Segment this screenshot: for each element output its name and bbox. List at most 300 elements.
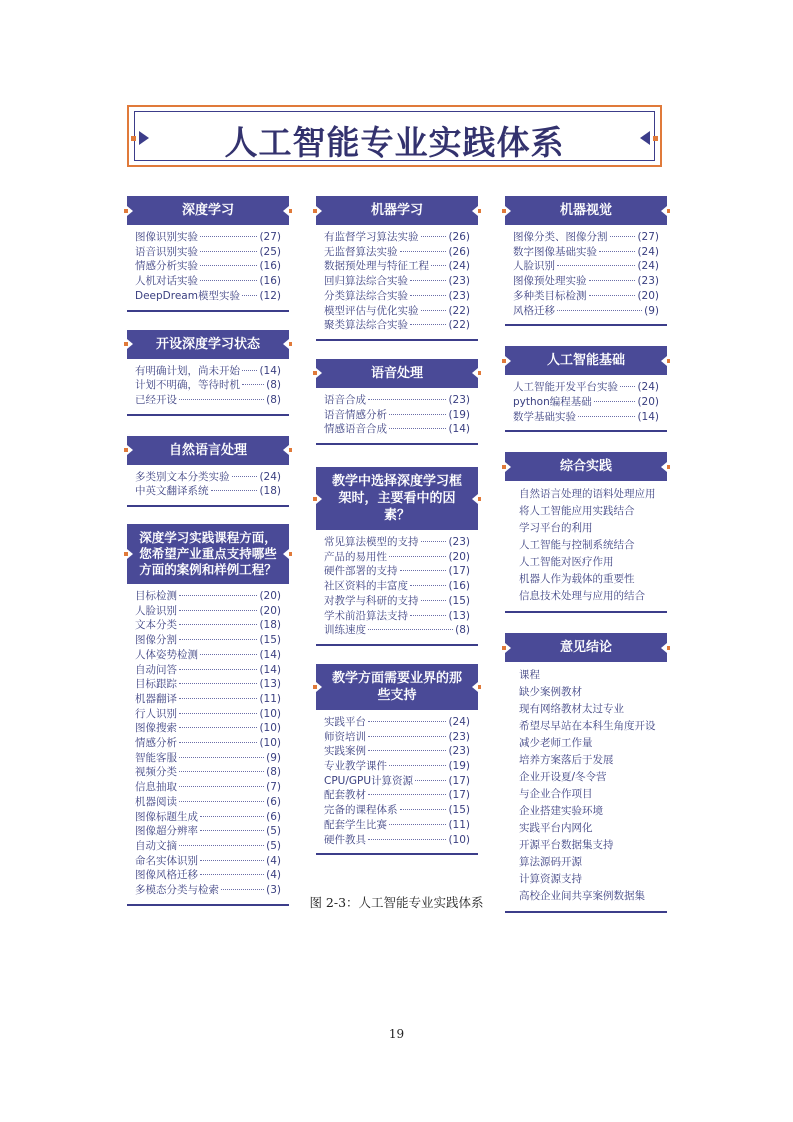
page-title: 人工智能专业实践体系 xyxy=(224,123,565,162)
item-label: 目标跟踪 xyxy=(135,678,177,691)
item-list xyxy=(505,375,667,426)
section-header xyxy=(127,524,289,584)
item-label: 图像超分辨率 xyxy=(135,825,198,838)
list-item xyxy=(135,824,281,839)
list-item xyxy=(324,803,470,818)
item-count: (11) xyxy=(448,818,470,831)
list-item xyxy=(519,769,659,786)
list-item xyxy=(324,318,470,333)
list-item xyxy=(135,274,281,289)
item-label: 数据预处理与特征工程 xyxy=(324,260,429,273)
item-label: 实践平台 xyxy=(324,715,366,728)
list-item xyxy=(519,854,659,871)
leader-dots xyxy=(179,845,264,846)
item-label: 常见算法模型的支持 xyxy=(324,536,419,549)
item-label: 自然语言处理的语料处理应用 xyxy=(519,488,656,501)
list-item xyxy=(135,839,281,854)
leader-dots xyxy=(242,370,257,371)
item-count: (20) xyxy=(637,395,659,408)
leader-dots xyxy=(389,824,446,825)
leader-dots xyxy=(368,399,446,400)
item-label: 有监督学习算法实验 xyxy=(324,231,419,243)
item-count: (19) xyxy=(448,408,470,421)
header-dot-icon xyxy=(666,465,670,469)
item-count: (13) xyxy=(448,609,470,622)
list-item xyxy=(135,677,281,692)
list-item xyxy=(324,564,470,579)
list-item xyxy=(513,380,659,395)
header-dot-icon xyxy=(502,646,506,650)
item-count: (17) xyxy=(448,789,470,802)
leader-dots xyxy=(400,570,447,571)
item-label: 情感分析实验 xyxy=(135,260,198,273)
header-dot-icon xyxy=(477,497,481,501)
list-item xyxy=(324,594,470,609)
item-count: (5) xyxy=(266,825,281,838)
list-item xyxy=(519,803,659,820)
item-label: 人机对话实验 xyxy=(135,275,198,288)
item-label: 图像搜索 xyxy=(135,722,177,735)
item-count: (16) xyxy=(259,260,281,273)
item-count: (18) xyxy=(259,485,281,498)
item-count: (20) xyxy=(448,550,470,563)
leader-dots xyxy=(594,401,636,402)
item-label: 将人工智能应用实践结合 xyxy=(519,505,635,518)
item-count: (14) xyxy=(259,648,281,661)
section-title: 意见结论 xyxy=(559,640,612,656)
item-list xyxy=(316,530,478,640)
list-item xyxy=(519,820,659,837)
header-dot-icon xyxy=(313,685,317,689)
item-list xyxy=(127,359,289,410)
item-count: (22) xyxy=(448,304,470,317)
item-label: 开源平台数据集支持 xyxy=(519,839,614,852)
item-label: DeepDream模型实验 xyxy=(135,289,240,302)
item-label: 有明确计划，尚未开始 xyxy=(135,364,240,377)
item-count: (20) xyxy=(637,289,659,302)
header-dot-icon xyxy=(477,371,481,375)
list-item xyxy=(135,289,281,304)
list-item xyxy=(135,780,281,795)
item-label: 多种类目标检测 xyxy=(513,289,587,302)
item-count: (18) xyxy=(259,619,281,632)
item-count: (10) xyxy=(448,833,470,846)
item-label: 缺少案例教材 xyxy=(519,686,582,699)
list-item xyxy=(519,837,659,854)
item-label: 人脸识别 xyxy=(513,260,555,273)
item-label: 人工智能与控制系统结合 xyxy=(519,539,635,552)
item-label: 机器翻译 xyxy=(135,692,177,705)
item-count: (20) xyxy=(259,590,281,603)
list-item xyxy=(324,623,470,638)
item-count: (15) xyxy=(448,804,470,817)
item-label: 人体姿势检测 xyxy=(135,648,198,661)
list-item xyxy=(513,245,659,260)
item-count: (23) xyxy=(448,393,470,406)
list-item xyxy=(519,503,659,520)
item-count: (11) xyxy=(259,692,281,705)
list-item xyxy=(519,554,659,571)
item-label: 情感分析 xyxy=(135,737,177,750)
item-label: 硬件部署的支持 xyxy=(324,565,398,578)
item-label: 人工智能对医疗作用 xyxy=(519,556,614,569)
item-label: 语音情感分析 xyxy=(324,408,387,421)
item-count: (16) xyxy=(259,275,281,288)
item-label: 配套教材 xyxy=(324,789,366,802)
item-label: 自动问答 xyxy=(135,663,177,676)
leader-dots xyxy=(179,698,257,699)
item-label: 模型评估与优化实验 xyxy=(324,304,419,317)
leader-dots xyxy=(179,683,257,684)
header-dot-icon xyxy=(502,209,506,213)
list-item xyxy=(324,788,470,803)
list-item xyxy=(324,774,470,789)
item-label: 命名实体识别 xyxy=(135,854,198,867)
section-title: 综合实践 xyxy=(559,459,612,475)
item-label: 培养方案落后于发展 xyxy=(519,754,614,767)
section-header xyxy=(127,436,289,465)
leader-dots xyxy=(179,595,257,596)
list-item xyxy=(513,410,659,425)
item-label: 训练速度 xyxy=(324,624,366,637)
header-dot-icon xyxy=(124,552,128,556)
item-count: (15) xyxy=(259,634,281,647)
item-label: 对教学与科研的支持 xyxy=(324,594,419,607)
item-count: (16) xyxy=(448,580,470,593)
item-label: 企业开设夏/冬令营 xyxy=(519,771,607,784)
item-count: (23) xyxy=(637,275,659,288)
leader-dots xyxy=(557,265,635,266)
item-label: 已经开设 xyxy=(135,393,177,406)
item-label: CPU/GPU计算资源 xyxy=(324,774,414,787)
header-dot-icon xyxy=(666,646,670,650)
item-label: 高校企业间共享案例数据集 xyxy=(519,890,645,903)
item-label: 智能客服 xyxy=(135,751,177,764)
item-count: (12) xyxy=(259,289,281,302)
section-title: 开设深度学习状态 xyxy=(155,336,260,352)
leader-dots xyxy=(200,816,264,817)
list-item xyxy=(519,718,659,735)
list-item xyxy=(519,871,659,888)
list-item xyxy=(135,470,281,485)
leader-dots xyxy=(431,265,446,266)
item-label: 信息抽取 xyxy=(135,781,177,794)
item-label: 完备的课程体系 xyxy=(324,804,398,817)
item-count: (14) xyxy=(448,423,470,436)
leader-dots xyxy=(179,624,257,625)
leader-dots xyxy=(200,874,264,875)
leader-dots xyxy=(389,765,446,766)
header-dot-icon xyxy=(313,371,317,375)
item-label: 图像分类、图像分割 xyxy=(513,231,608,243)
section-1-3 xyxy=(316,664,478,855)
leader-dots xyxy=(221,889,264,890)
section-2-0 xyxy=(505,196,667,326)
leader-dots xyxy=(368,839,446,840)
item-count: (9) xyxy=(266,751,281,764)
list-item xyxy=(135,692,281,707)
item-label: 现有网络教材太过专业 xyxy=(519,703,624,716)
list-item xyxy=(135,484,281,499)
item-label: 数字图像基础实验 xyxy=(513,245,597,258)
list-item xyxy=(135,648,281,663)
list-item xyxy=(135,364,281,379)
item-list xyxy=(127,584,289,900)
item-label: 行人识别 xyxy=(135,707,177,720)
leader-dots xyxy=(415,780,446,781)
header-dot-icon xyxy=(666,209,670,213)
item-label: 人脸识别 xyxy=(135,604,177,617)
section-0-3 xyxy=(127,524,289,906)
item-label: 数学基础实验 xyxy=(513,410,576,423)
list-item xyxy=(135,230,281,245)
item-label: 多类别文本分类实验 xyxy=(135,470,230,483)
leader-dots xyxy=(179,713,257,714)
item-label: 计划不明确，等待时机 xyxy=(135,379,240,392)
item-label: 分类算法综合实验 xyxy=(324,289,408,302)
list-item xyxy=(324,550,470,565)
item-count: (10) xyxy=(259,722,281,735)
list-item xyxy=(324,744,470,759)
item-label: 文本分类 xyxy=(135,619,177,632)
title-banner xyxy=(127,105,662,167)
leader-dots xyxy=(200,654,257,655)
item-label: 减少老师工作量 xyxy=(519,737,593,750)
leader-dots xyxy=(179,639,257,640)
section-1-2 xyxy=(316,467,478,646)
header-dot-icon xyxy=(502,359,506,363)
section-header xyxy=(316,664,478,710)
item-label: 师资培训 xyxy=(324,730,366,743)
item-list xyxy=(316,710,478,849)
leader-dots xyxy=(179,786,264,787)
list-item xyxy=(135,618,281,633)
list-item xyxy=(135,393,281,408)
section-1-0 xyxy=(316,196,478,341)
item-label: 多模态分类与检索 xyxy=(135,884,219,897)
section-header xyxy=(505,196,667,225)
item-label: 图像分割 xyxy=(135,634,177,647)
leader-dots xyxy=(389,428,446,429)
item-label: 语音识别实验 xyxy=(135,245,198,258)
item-label: 回归算法综合实验 xyxy=(324,275,408,288)
header-dot-icon xyxy=(313,497,317,501)
item-label: 图像识别实验 xyxy=(135,231,198,243)
list-item xyxy=(135,245,281,260)
item-count: (25) xyxy=(259,245,281,258)
list-item xyxy=(513,304,659,319)
section-header xyxy=(505,452,667,481)
list-item xyxy=(135,810,281,825)
section-title: 机器视觉 xyxy=(559,203,612,218)
section-title: 人工智能基础 xyxy=(546,353,625,369)
leader-dots xyxy=(389,556,446,557)
list-item xyxy=(135,259,281,274)
leader-dots xyxy=(179,727,257,728)
section-title: 深度学习实践课程方面，您希望产业重点支持哪些方面的案例和样例工程？ xyxy=(139,530,277,578)
item-count: (17) xyxy=(448,774,470,787)
list-item xyxy=(324,245,470,260)
leader-dots xyxy=(599,251,635,252)
column-2 xyxy=(316,196,478,855)
column-3 xyxy=(505,196,667,913)
list-item xyxy=(324,259,470,274)
item-count: (15) xyxy=(448,594,470,607)
figure-caption: 图 2-3：人工智能专业实践体系 xyxy=(309,895,484,910)
leader-dots xyxy=(410,280,446,281)
item-count: (13) xyxy=(259,678,281,691)
item-label: python编程基础 xyxy=(513,395,592,408)
right-arrow-icon xyxy=(640,131,650,145)
item-label: 图像预处理实验 xyxy=(513,275,587,288)
item-count: (22) xyxy=(448,319,470,332)
item-list xyxy=(316,388,478,439)
list-item xyxy=(324,609,470,624)
item-count: (26) xyxy=(448,231,470,243)
leader-dots xyxy=(421,236,447,237)
leader-dots xyxy=(368,794,446,795)
list-item xyxy=(324,715,470,730)
leader-dots xyxy=(200,251,257,252)
leader-dots xyxy=(179,399,264,400)
item-count: (8) xyxy=(266,766,281,779)
item-list xyxy=(505,481,667,607)
list-item xyxy=(519,520,659,537)
item-label: 希望尽早站在本科生角度开设 xyxy=(519,720,656,733)
item-label: 企业搭建实验环境 xyxy=(519,805,603,818)
item-label: 社区资料的丰富度 xyxy=(324,580,408,593)
leader-dots xyxy=(368,736,446,737)
leader-dots xyxy=(557,310,642,311)
list-item xyxy=(513,259,659,274)
list-item xyxy=(513,395,659,410)
item-count: (4) xyxy=(266,869,281,882)
list-item xyxy=(324,759,470,774)
item-label: 中英文翻译系统 xyxy=(135,485,209,498)
list-item xyxy=(513,289,659,304)
item-label: 图像标题生成 xyxy=(135,810,198,823)
item-count: (4) xyxy=(266,854,281,867)
list-item xyxy=(324,289,470,304)
item-count: (23) xyxy=(448,536,470,549)
item-count: (24) xyxy=(637,381,659,394)
item-list xyxy=(505,225,667,320)
item-label: 人工智能开发平台实验 xyxy=(513,381,618,394)
list-item xyxy=(324,422,470,437)
item-label: 语音合成 xyxy=(324,393,366,406)
list-item xyxy=(135,765,281,780)
leader-dots xyxy=(578,416,635,417)
item-count: (14) xyxy=(259,663,281,676)
item-count: (27) xyxy=(637,231,659,243)
list-item xyxy=(324,730,470,745)
section-header xyxy=(505,346,667,375)
item-count: (24) xyxy=(637,245,659,258)
list-item xyxy=(135,707,281,722)
list-item xyxy=(324,579,470,594)
leader-dots xyxy=(410,295,446,296)
leader-dots xyxy=(179,757,264,758)
list-item xyxy=(519,752,659,769)
leader-dots xyxy=(410,585,446,586)
list-item xyxy=(135,751,281,766)
leader-dots xyxy=(200,860,264,861)
section-title: 机器学习 xyxy=(370,203,423,218)
item-count: (8) xyxy=(266,393,281,406)
leader-dots xyxy=(400,809,447,810)
section-title: 深度学习 xyxy=(181,203,234,218)
item-count: (10) xyxy=(259,707,281,720)
list-item xyxy=(135,633,281,648)
header-dot-icon xyxy=(477,209,481,213)
section-title: 教学中选择深度学习框架时，主要看中的因素？ xyxy=(331,474,462,524)
item-count: (24) xyxy=(259,470,281,483)
list-item xyxy=(519,735,659,752)
list-item xyxy=(135,378,281,393)
header-dot-icon xyxy=(666,359,670,363)
item-count: (14) xyxy=(259,364,281,377)
item-label: 目标检测 xyxy=(135,590,177,603)
item-list xyxy=(127,465,289,501)
item-count: (8) xyxy=(455,624,470,637)
leader-dots xyxy=(421,541,447,542)
item-count: (24) xyxy=(637,260,659,273)
section-2-3 xyxy=(505,633,667,913)
leader-dots xyxy=(389,414,446,415)
item-label: 实践平台内网化 xyxy=(519,822,593,835)
item-label: 信息技术处理与应用的结合 xyxy=(519,590,645,603)
list-item xyxy=(324,230,470,245)
item-label: 聚类算法综合实验 xyxy=(324,319,408,332)
list-item xyxy=(324,274,470,289)
section-0-1 xyxy=(127,330,289,416)
section-header xyxy=(316,359,478,388)
item-label: 硬件教具 xyxy=(324,833,366,846)
leader-dots xyxy=(179,610,257,611)
list-item xyxy=(135,795,281,810)
header-dot-icon xyxy=(288,552,292,556)
item-count: (7) xyxy=(266,781,281,794)
section-header xyxy=(316,467,478,530)
section-title: 教学方面需要业界的那些支持 xyxy=(331,670,462,703)
list-item xyxy=(324,408,470,423)
leader-dots xyxy=(200,830,264,831)
item-label: 机器阅读 xyxy=(135,795,177,808)
leader-dots xyxy=(421,310,447,311)
item-count: (8) xyxy=(266,379,281,392)
list-item xyxy=(324,304,470,319)
header-dot-icon xyxy=(288,342,292,346)
header-dot-icon xyxy=(502,465,506,469)
header-dot-icon xyxy=(313,209,317,213)
list-item xyxy=(519,786,659,803)
header-dot-icon xyxy=(288,448,292,452)
item-label: 学习平台的利用 xyxy=(519,522,593,535)
item-list xyxy=(505,662,667,907)
item-label: 专业教学课件 xyxy=(324,760,387,773)
header-dot-icon xyxy=(124,209,128,213)
list-item xyxy=(324,393,470,408)
header-dot-icon xyxy=(477,685,481,689)
list-item xyxy=(513,274,659,289)
item-label: 实践案例 xyxy=(324,745,366,758)
item-count: (5) xyxy=(266,839,281,852)
column-1 xyxy=(127,196,289,906)
leader-dots xyxy=(421,600,447,601)
item-count: (23) xyxy=(448,730,470,743)
list-item xyxy=(519,571,659,588)
section-0-0 xyxy=(127,196,289,312)
